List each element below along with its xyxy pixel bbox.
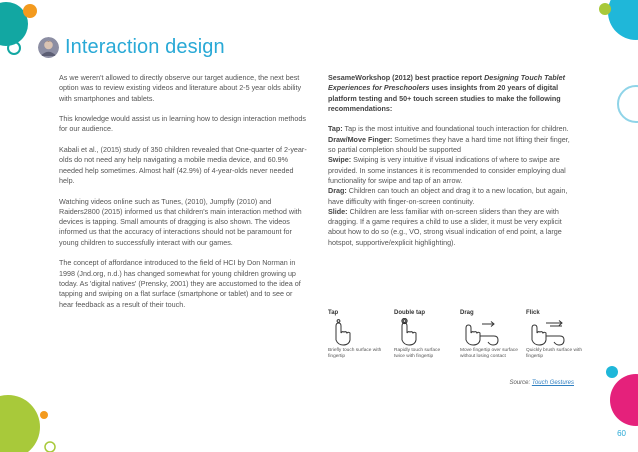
intro-text-end: uses insights from 20 years of digital platform testing and 50+ touch screen studies to make the following recommendations:	[328, 83, 561, 113]
right-column	[328, 73, 578, 248]
recommendation-term: Draw/Move Finger:	[328, 134, 393, 144]
intro-paragraph	[328, 73, 578, 114]
gesture-illustrations	[328, 309, 588, 379]
left-paragraph-1: As we weren't allowed to directly observe our target audience, the next best option was to review existing videos and literature about 2-5 year olds ability with smartphones and tablets.	[59, 73, 302, 103]
decor-circle-lime-small	[599, 3, 611, 15]
recommendation-term: Drag:	[328, 186, 347, 196]
recommendation-slide	[328, 207, 578, 248]
double-tap-hand-icon	[394, 318, 444, 348]
left-column	[59, 73, 307, 320]
decor-circle-magenta	[610, 374, 638, 426]
recommendation-tap	[328, 124, 578, 134]
left-paragraph-5: The concept of affordance introduced to the field of HCI by Don Norman in 1998 (Jnd.org, n.d.) has changed somewhat for young children growing up today. As 'digital natives' (Prensky, 2001) they are accustomed to the idea of tapping and swiping on a flat surface (smartphone or tablet) and to see or hear feedback as a result of their touch.	[59, 258, 301, 309]
left-paragraph-2: This knowledge would assist us in learning how to design interaction methods for our audience.	[59, 114, 306, 134]
gesture-description: Briefly touch surface with fingertip	[328, 348, 382, 359]
title-row	[38, 34, 225, 60]
flick-hand-icon	[526, 318, 576, 348]
decor-circle-cyan	[608, 0, 638, 40]
recommendation-swipe	[328, 155, 578, 186]
gesture-label: Flick	[526, 310, 540, 316]
decor-circle-lime	[0, 395, 40, 452]
decor-circle-cyan-small	[606, 366, 618, 378]
tap-hand-icon	[328, 318, 378, 348]
author-avatar	[38, 37, 59, 58]
recommendation-text: Children can touch an object and drag it to a new location, but again, have difficulty with finger-on-screen continuity.	[328, 186, 568, 206]
gesture-label: Double tap	[394, 310, 425, 316]
source-prefix: Source:	[509, 380, 532, 386]
page-title: Interaction design	[65, 36, 225, 58]
recommendation-term: Swipe:	[328, 155, 352, 165]
drag-hand-icon	[460, 318, 510, 348]
decor-circle-orange	[23, 4, 37, 18]
recommendation-term: Tap:	[328, 124, 343, 134]
gesture-description: Quickly brush surface with fingertip	[526, 348, 582, 359]
gesture-label: Drag	[460, 310, 474, 316]
recommendation-text: Children are less familiar with on-screen sliders than they are with dragging. If a game requires a child to use a slider, it must be very explicit about how to do so (e.g., VO, strong visual indication of end point, a large hotspot, supportive/explicit highlighting).	[328, 206, 562, 247]
decor-ring-cyan	[618, 86, 638, 122]
gesture-label: Tap	[328, 310, 339, 316]
gesture-tap	[328, 309, 388, 360]
intro-text-start: SesameWorkshop (2012) best practice report	[328, 73, 485, 82]
image-source-credit	[430, 380, 574, 386]
source-link[interactable]: Touch Gestures	[531, 380, 574, 386]
gesture-description: Move fingertip over surface without losing contact	[460, 348, 518, 359]
recommendation-drag	[328, 186, 578, 207]
left-paragraph-3: Kabali et al., (2015) study of 350 children revealed that One-quarter of 2-year-olds do not need any help navigating a mobile media device, and 60.9% needed help sometimes. Almost half (42.9%) of 4-year-olds never needed help.	[59, 145, 307, 185]
recommendation-text: Tap is the most intuitive and foundational touch interaction for children.	[342, 124, 569, 134]
decorative-circles-top-right	[578, 0, 638, 130]
decor-circle-orange-small	[40, 411, 48, 419]
recommendation-draw-move	[328, 135, 578, 156]
gesture-drag	[460, 309, 520, 360]
page-number: 60	[617, 429, 626, 438]
decorative-circles-bottom-right	[588, 360, 638, 452]
report-title: Designing Touch Tablet Experiences for Preschoolers	[328, 73, 565, 93]
recommendation-term: Slide:	[328, 206, 348, 216]
recommendation-text: Swiping is very intuitive if visual indications of where to swipe are provided. In some instances it is recommended to consider employing dual functionality for swipe and tap of an arrow.	[328, 155, 566, 185]
left-paragraph-4: Watching videos online such as Tunes, (2010), Jumpfly (2010) and Raiders2800 (2015) informed us that children's main interaction method with devices is tapping. Small amounts of dragging is also shown. The videos informed us that the accuracy of interactions should not be paramount for young children to successfully interact with our games.	[59, 196, 302, 247]
decor-ring-lime	[45, 442, 55, 452]
gesture-flick	[526, 309, 586, 360]
gesture-double-tap	[394, 309, 454, 360]
recommendation-text: Sometimes they have a hard time not lifting their finger, so partial completion should be supported	[328, 134, 570, 155]
decorative-circles-bottom-left	[0, 385, 60, 452]
gesture-description: Rapidly touch surface twice with fingertip	[394, 348, 441, 359]
